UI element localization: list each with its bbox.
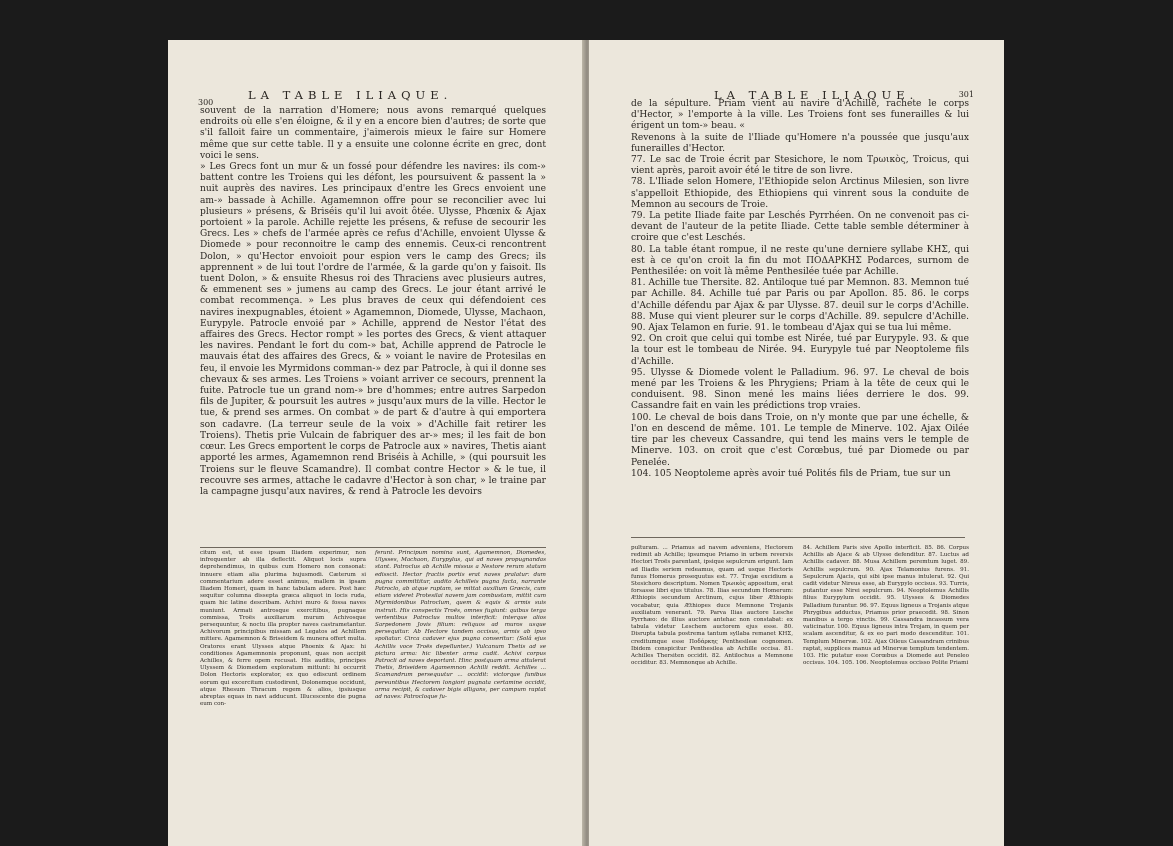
running-title-left: LA TABLE ILIAQUE. (248, 88, 453, 102)
main-text-left (200, 106, 546, 498)
running-title-right: LA TABLE ILIAQUE. (714, 88, 919, 102)
paragraph: 100. Le cheval de bois dans Troie, on n'y monte que par une échelle, & l'on en descend de même. 101. Le temple de Minerve. 102. Ajax Oilée tire par les cheveux Cassandre, qui tend les mains vers le temple de Minerve. 103. on croit que c'est Corœbus, tué par Diomede ou par Penelée. (631, 412, 969, 468)
footnote-text: 84. Achillem Paris sive Apollo interficit. 85. 86. Corpus Achillis ab Ajace & ab Ulysse defenditur. 87. Luctus ad Achillis cadaver. 88. Musa Achillem peremtum luget. 89. Achillis sepulcrum. 90. Ajax Telamonius furens. 91. Sepulcrum Ajacis, qui sibi ipse manus intulerat. 92. Qui cadit videtur Nireus esse, ab Eurypylo occisus. 93. Turris, putantur esse Nirei sepulcrum. 94. Neoptolemus Achillis filius Eurypylum occidit. 95. Ulysses & Diomedes Palladium furantur. 96. 97. Equus ligneus a Trojanis atque Phrygibus adductus, Priamus prior praecedit. 98. Sinon manibus a tergo vinctis. 99. Cassandra incassum vera vaticinatur. 100. Equus ligneus intra Trojam, in quem per scalam ascenditur, & ex eo pari modo descenditur. 101. Templum Minervæ. 102. Ajax Oileus Cassandram crinibus raptat, supplices manus ad Minervæ templum tendentem. 103. Hic putatur esse Corœbus a Diomede aut Peneleo occisus. 104. 105. 106. Neoptolemus occisso Polite Priami (803, 545, 969, 667)
main-text-right (631, 99, 969, 480)
footnote-rule (631, 537, 965, 538)
paragraph: 92. On croit que celui qui tombe est Nirée, tué par Eurypyle. 93. & que la tour est le tombeau de Nirée. 94. Eurypyle tué par Neoptoleme fils d'Achille. (631, 334, 969, 367)
paragraph: 78. L'Iliade selon Homere, l'Ethiopide selon Arctinus Milesien, son livre s'appelloit Ethiopide, des Ethiopiens qui vinrent sous la conduite de Memnon au secours de Troie. (631, 177, 969, 210)
paragraph: 80. La table étant rompue, il ne reste qu'une derniere syllabe ΚΗΣ, qui est à ce qu'on croit la fin du mot ΠΟΔΑΡΚΗΣ Podarces, surnom de Penthesilée: on voit là même Penthesilée tuée par Achille. (631, 244, 969, 278)
right-page (589, 40, 1004, 846)
paragraph: 77. Le sac de Troie écrit par Stesichore, le nom Τρωικὸς, Troicus, qui vient après, paroit avoir été le titre de son livre. (631, 155, 969, 177)
footnote-text: ferunt. Principum nomina sunt, Agamemnon, Diomedes, Ulysses, Machaon, Eurypylus, qui ad naves propugnandas stant. Patroclus ab Achille missus a Nestore rerum statum edisscit. Hector fractis portis erat naves pralatur: dum pugna committitur, audito Achilleis pugna facta, narrante Patroclo, ab atque ruptam, se mittat auxilium Græcis, cum etiam videret Protesilai navem jam combustam, mittit cum Myrmidonibus Patroclum, quem & equis & armis suis instruit. His conspectis Troës, omnes fugiunt: quibus terga vertentibus Patroclus multos interficit: interque alios Sarpedonem Jovis filium: reliquos ad muros usque persequitur. Ab Hectore tandem occisus, armis ab ipso spoliatur. Circa cadaver ejus pugna conseritur: (Solâ ejus Achillis voce Troës depellunter.) Vulcanum Thetis ad se pictura arma: hic libenter arma cudit. Achivi corpus Patrocli ad naves deportant. Hinc postquam arma attulerat Thetis, Briseidem Agamemnon Achilli reddit. Achilles ... Scamandrum persequutur ... occidit: victorque funibus pereuntibus Hectorem longiori pugnata certamine occidit, arma recipit, & cadaver bigis alligans, per campum raptat ad naves: Patrocloque fu- (375, 550, 546, 701)
paragraph: souvent de la narration d'Homere; nous avons remarqué quelques endroits où elle s'en éloigne, & il y en a encore bien d'autres; de sorte que s'il falloit faire un commentaire, j'aimerois mieux le faire sur Homere même que sur cette table. Il y a ensuite une colonne écrite en grec, dont voici le sens. (200, 106, 546, 161)
paragraph: 95. Ulysse & Diomede volent le Palladium. 96. 97. Le cheval de bois mené par les Troiens & les Phrygiens; Priam à la tête de ceux qui le conduisent. 98. Sinon mené les mains liées derriere le dos. 99. Cassandre fait en vain les prédictions trop vraies. (631, 367, 969, 412)
footnote-column-1 (631, 545, 793, 667)
footnote-column-1 (200, 550, 366, 708)
footnote-text: citum est, ut esse ipsam Iliadem experimur, non infrequenter ab illa deflectit. Aliquot locis supra deprehendimus, in quibus cum Homero non consonat: innuere etiam alia plurima hujusmodi. Cæterum si commentarium adere esset animus, mallem in ipsam Iliadem Homeri, quam in hanc tabulam adere. Post hæc sequitur columna dissepta græca aliquot in locis ruda, quam hic latine describam. Achivi muro & fossa naves muniunt. Armati antrosque exercitibus, pugnaque commissa, Troës auxiliarum murum Achivosque persequuntur, & noctu illa propter naves castrametantur. Achivorum principibus missam ad Legatos ad Achillem mittere. Agamemnon & Briseidem & munera offert multa. Oratores erant Ulysses atque Phoenix & Ajax: hi conditiones Agamemnonis proponunt, quas non accipit Achilles, & ferre opem recusat. His auditis, principes Ulyssem & Diomedem exploratum mittunt: hi occurrit Dolon Hectoris explorator, ex quo ediscunt ordinem eorum qui excercitum custodirent, Dolonemque occidunt, atque Rhesum Thracum regem & alios, ipsiusque abreptas equas in navi adducunt. Illucescente die pugna eum con- (200, 550, 366, 708)
footnote-column-2 (803, 545, 969, 667)
footnote-column-2 (375, 550, 546, 701)
left-page (168, 40, 585, 846)
paragraph: 104. 105 Neoptoleme après avoir tué Polités fils de Priam, tue sur un (631, 468, 951, 479)
paragraph: de la sépulture. Priam vient au navire d'Achille, rachete le corps d'Hector, » l'emporte à la ville. Les Troiens font ses funerailles & lui érigent un tom-» beau. « (631, 99, 969, 132)
paragraph: 81. Achille tue Thersite. 82. Antiloque tué par Memnon. 83. Memnon tué par Achille. 84. Achille tué par Paris ou par Apollon. 85. 86. le corps d'Achille défendu par Ajax & par Ulysse. 87. deuil sur le corps d'Achille. 88. Muse qui vient pleurer sur le corps d'Achille. 89. sepulcre d'Achille. 90. Ajax Telamon en furie. 91. le tombeau d'Ajax qui se tua lui même. (631, 278, 969, 334)
paragraph: » Les Grecs font un mur & un fossé pour défendre les navires: ils com-» battent contre les Troiens qui les défont, les poursuivent & passent la » nuit auprès des navires. Les principaux d'entre les Grecs envoient une am-» bassade à Achille. Agamemnon offre pour se reconcilier avec lui plusieurs » présens, & Briséis qu'il lui avoit ôtée. Ulysse, Phœnix & Ajax portoient » la parole. Achille rejette les présens, & refuse de secourir les Grecs. Les » chefs de l'armée après ce refus d'Achille, envoient Ulysse & Diomede » pour reconnoitre le camp des ennemis. Ceux-ci rencontrent Dolon, » qu'Hector envoioit pour espion vers le camp des Grecs; ils apprennent » de lui tout l'ordre de l'armée, & la garde qu'on y faisoit. Ils tuent Dolon, » & ensuite Rhesus roi des Thraciens avec plusieurs autres, & emmenent ses » jumens au camp des Grecs. Le jour étant arrivé le combat recommença. » Les plus braves de ceux qui défendoient ces navires inexpugnables, étoient » Agamemnon, Diomede, Ulysse, Machaon, Eurypyle. Patrocle envoié par » Achille, apprend de Nestor l'état des affaires des Grecs. Hector rompt » les portes des Grecs, & vient attaquer les navires. Pendant le fort du com-» bat, Achille apprend de Patrocle le mauvais état des affaires des Grecs, & » voiant le navire de Protesilas en feu, il envoie les Myrmidons comman-» dez par Patrocle, à qui il donne ses chevaux & ses armes. Les Troiens » voiant arriver ce secours, prennent la fuite. Patrocle tue un grand nom-» bre d'hommes; entre autres Sarpedon fils de Jupiter, & poursuit les autres » jusqu'aux murs de la ville. Hector le tue, & prend ses armes. On combat » de part & d'autre à qui emportera son cadavre. (La terreur seule de la voix » d'Achille fait retirer les Troiens). Thetis prie Vulcain de fabriquer des ar-» mes; il les fait de bon cœur. Les Grecs emportent le corps de Patrocle aux » navires, Thetis aiant apporté les armes, Agamemnon rend Briséis à Achille, » (qui poursuit les Troiens sur le fleuve Scamandre). Il combat contre Hector » & le tue, il recouvre ses armes, attache le cadavre d'Hector à son char, » le traine par la campagne jusqu'aux navires, & rend à Patrocle les devoirs (200, 162, 546, 497)
paragraph: Revenons à la suite de l'Iliade qu'Homere n'a poussée que jusqu'aux funerailles d'Hector. (631, 132, 969, 154)
paragraph: 79. La petite Iliade faite par Leschés Pyrrhéen. On ne convenoit pas ci-devant de l'auteur de la petite Iliade. Cette table semble déterminer à croire que c'est Leschés. (631, 211, 969, 244)
page-number-right: 301 (958, 90, 974, 99)
footnote-text: pulturam. ... Priamus ad navem adveniens, Hectorem redimit ab Achille; ipsumque Priamo in urbem reversis Hectori Troës parentant, ipsique sepulcrum erigunt. Iam ad Iliadis seriem redeamus, quam ad usque Hectoris funus Homerus prosequutus est. 77. Trojæ excidium a Stesichoro descriptum. Nomen Τρωικὸς appositum, erat forsasse libri ejus titulus. 78. Ilias secundum Homerum: Æthiopis secundum Arctinum, cujus liber Æthiopis vocabatur, quia Æthiopes duce Memnone Trojanis auxiliatum venerant. 79. Parva Ilias auctore Lesche Pyrrhæo: de illius auctore antehac non constabat: ex tabula videtur Leschem auctorem ejus esse. 80. Disrupta tabula postrema tantum syllaba remanet ΚΗΣ, creditumque esse Ποδάρκης Penthesileæ cognomen. Ibidem conspicitur Penthesilea ab Achille occisa. 81. Achilles Thersiten occidit. 82. Antilochus a Memnone occiditur. 83. Memnonque ab Achille. (631, 545, 793, 667)
page-number-left: 300 (198, 98, 214, 107)
footnote-rule (200, 547, 546, 548)
